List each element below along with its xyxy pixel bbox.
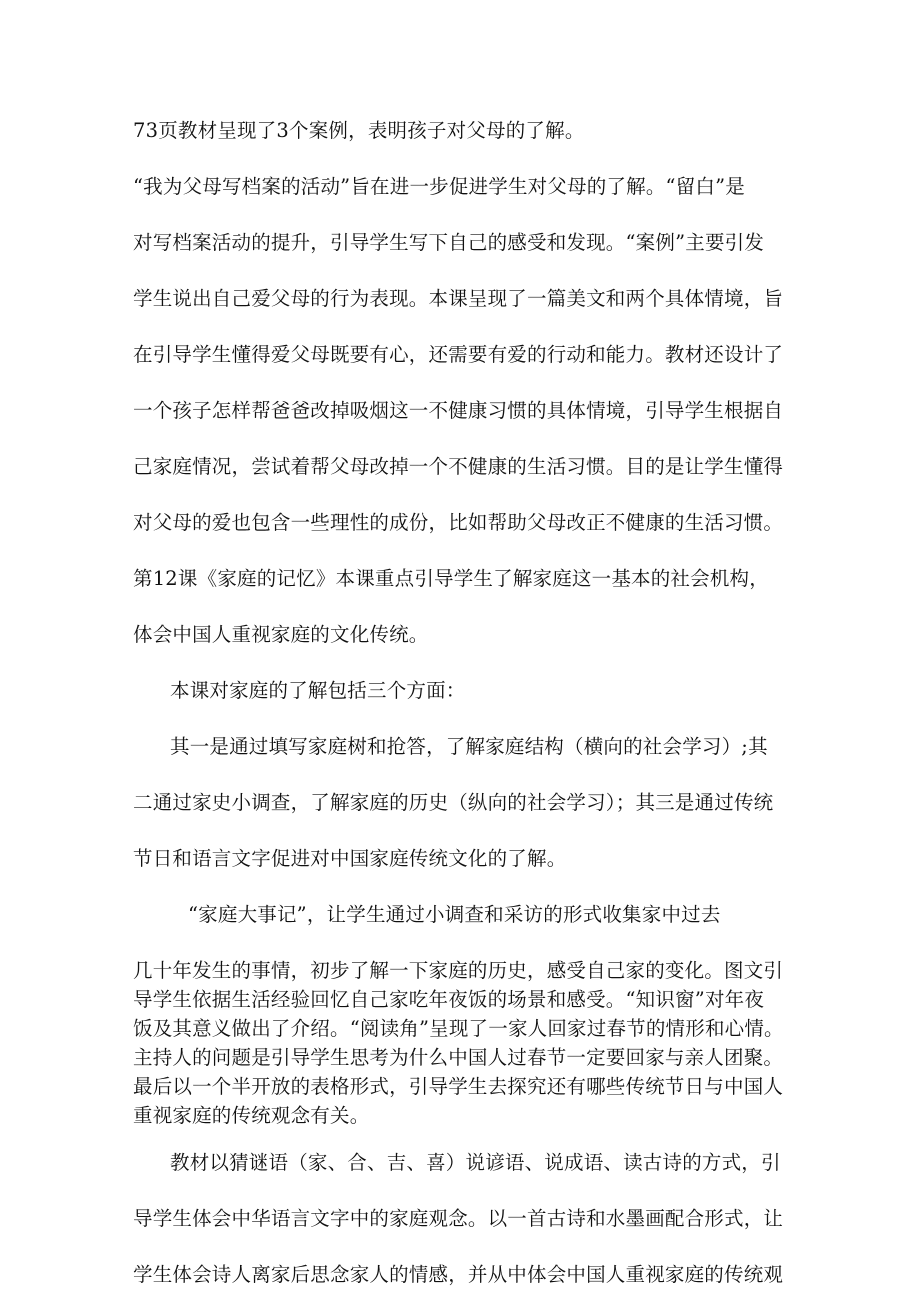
text-line-12: 其一是通过填写家庭树和抢答，了解家庭结构（横向的社会学习）;其	[170, 735, 768, 758]
text-line-20: 最后以一个半开放的表格形式，引导学生去探究还有哪些传统节日与中国人	[133, 1075, 784, 1098]
text-line-7: 己家庭情况，尝试着帮父母改掉一个不健康的生活习惯。目的是让学生懂得	[133, 455, 784, 478]
text-line-18: 饭及其意义做出了介绍。“阅读角”呈现了一家人回家过春节的情形和心情。	[133, 1017, 784, 1040]
text-line-24: 学生体会诗人离家后思念家人的情感，并从中体会中国人重视家庭的传统观	[133, 1263, 784, 1286]
text-line-17: 导学生依据生活经验回忆自己家吃年夜饭的场景和感受。“知识窗”对年夜	[133, 988, 765, 1011]
text-line-16: 几十年发生的事情，初步了解一下家庭的历史，感受自己家的变化。图文引	[133, 959, 784, 982]
text-line-11: 本课对家庭的了解包括三个方面：	[170, 679, 466, 702]
text-line-9: 第12课《家庭的记忆》本课重点引导学生了解家庭这一基本的社会机构，	[133, 567, 769, 590]
text-line-19: 主持人的问题是引导学生思考为什么中国人过春节一定要回家与亲人团聚。	[133, 1046, 784, 1069]
text-line-1: 73页教材呈现了3个案例，表明孩子对父母的了解。	[133, 119, 585, 142]
text-line-14: 节日和语言文字促进对中国家庭传统文化的了解。	[133, 847, 567, 870]
text-line-4: 学生说出自己爱父母的行为表现。本课呈现了一篇美文和两个具体情境，旨	[133, 287, 784, 310]
text-line-8: 对父母的爱也包含一些理性的成份，比如帮助父母改正不健康的生活习惯。	[133, 511, 784, 534]
text-line-5: 在引导学生懂得爱父母既要有心，还需要有爱的行动和能力。教材还设计了	[133, 343, 784, 366]
text-line-13: 二通过家史小调查，了解家庭的历史（纵向的社会学习）；其三是通过传统	[133, 791, 774, 814]
text-line-15: “家庭大事记”，让学生通过小调查和采访的形式收集家中过去	[188, 903, 721, 926]
text-line-3: 对写档案活动的提升，引导学生写下自己的感受和发现。“案例”主要引发	[133, 231, 765, 254]
text-line-23: 导学生体会中华语言文字中的家庭观念。以一首古诗和水墨画配合形式，让	[133, 1207, 784, 1230]
text-line-10: 体会中国人重视家庭的文化传统。	[133, 623, 429, 646]
text-line-6: 一个孩子怎样帮爸爸改掉吸烟这一不健康习惯的具体情境，引导学生根据自	[133, 399, 784, 422]
text-line-22: 教材以猜谜语（家、合、吉、喜）说谚语、说成语、读古诗的方式，引	[170, 1151, 781, 1174]
text-line-21: 重视家庭的传统观念有关。	[133, 1104, 370, 1127]
text-line-2: “我为父母写档案的活动”旨在进一步促进学生对父母的了解。“留白”是	[133, 175, 745, 198]
